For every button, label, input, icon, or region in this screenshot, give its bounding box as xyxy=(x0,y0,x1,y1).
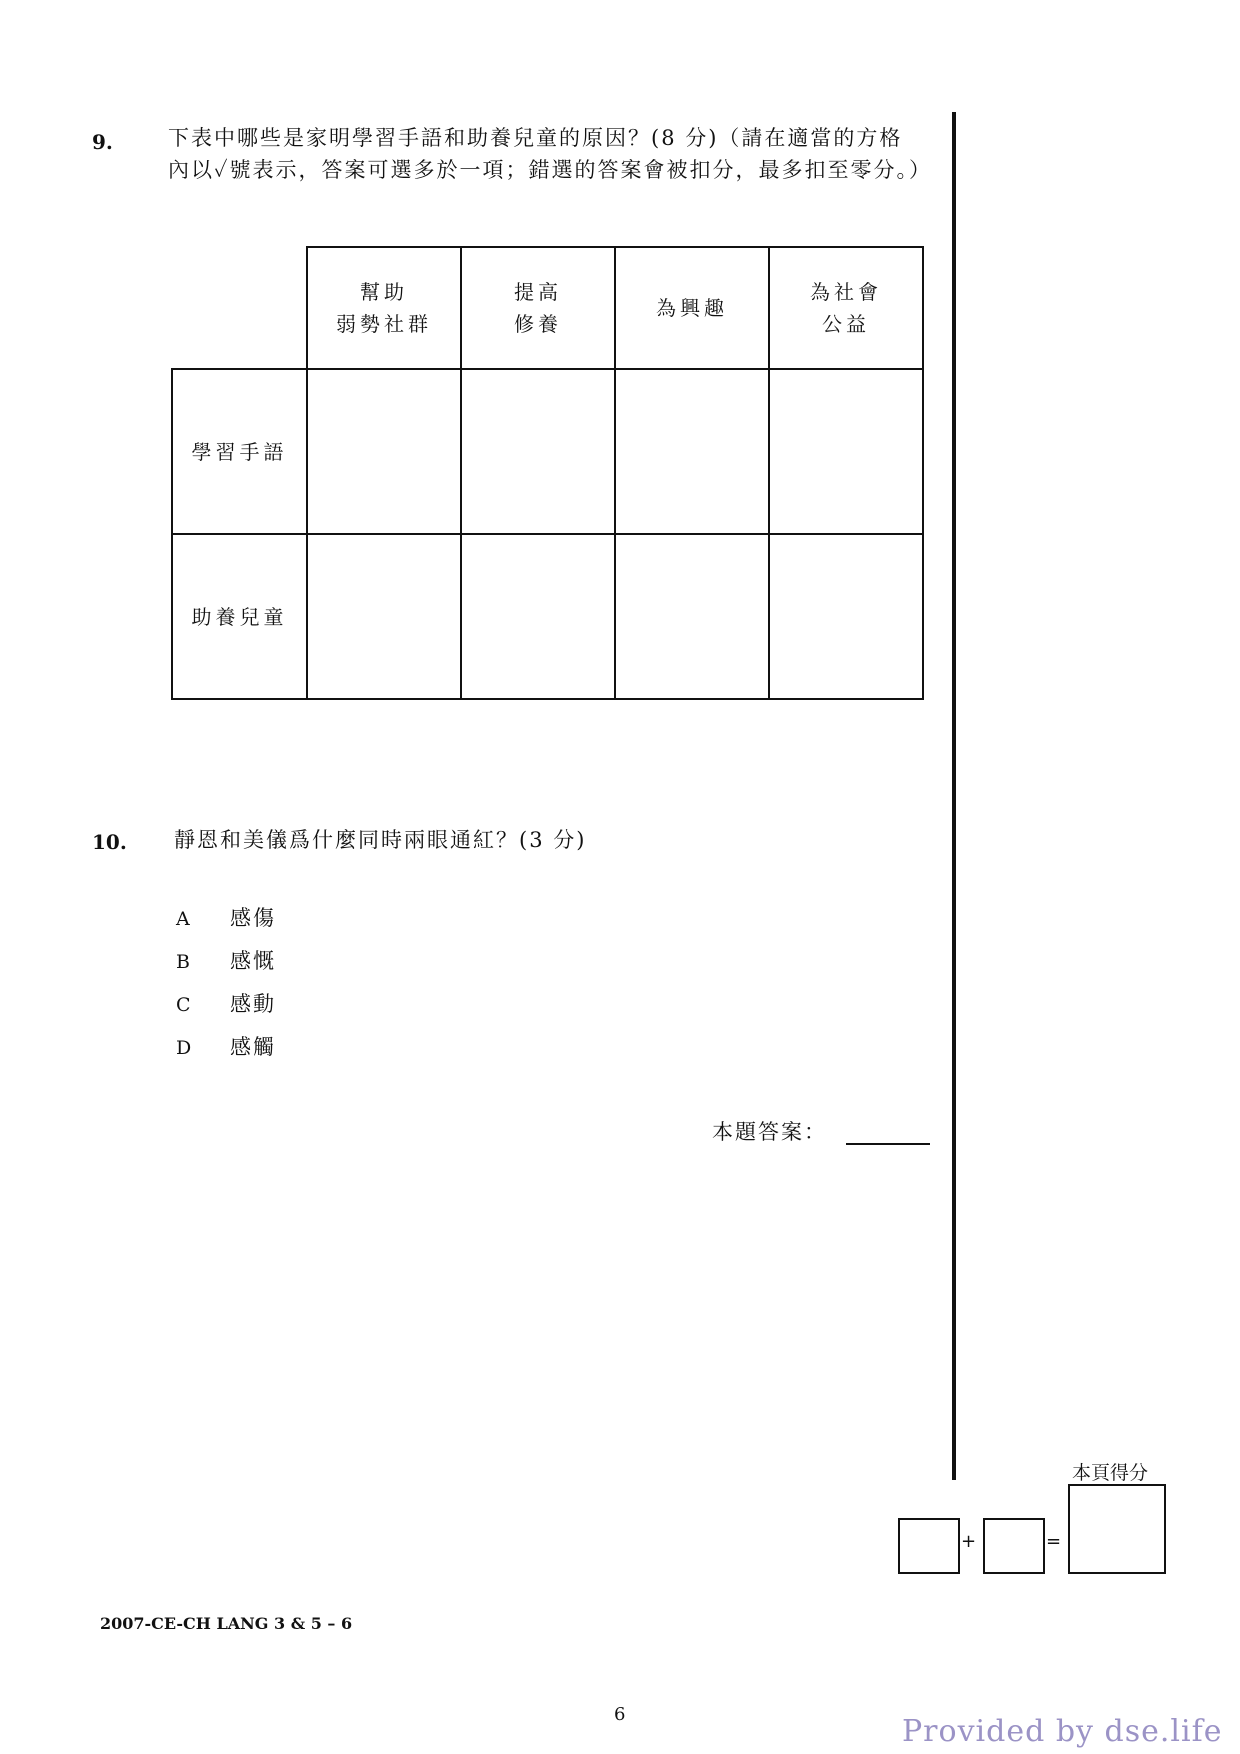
answer-cell[interactable] xyxy=(461,369,615,534)
question-10-number: 10. xyxy=(92,830,127,854)
question-9-table xyxy=(171,246,924,700)
option-a: A 感傷 xyxy=(176,906,276,930)
column-header-cultivation: 提高 修養 xyxy=(461,247,615,369)
answer-cell[interactable] xyxy=(769,369,923,534)
question-9-number: 9. xyxy=(92,130,113,154)
answer-cell[interactable] xyxy=(461,534,615,699)
answer-label: 本題答案： xyxy=(712,1120,827,1144)
answer-cell[interactable] xyxy=(615,369,769,534)
equals-sign: = xyxy=(1046,1531,1062,1552)
page-number: 6 xyxy=(614,1704,626,1725)
answer-blank-line[interactable] xyxy=(846,1143,930,1145)
margin-rule xyxy=(952,112,956,1480)
table-corner xyxy=(172,247,307,369)
row-header-sponsor-child: 助養兒童 xyxy=(172,534,307,699)
page-score-label: 本頁得分 xyxy=(1072,1462,1149,1484)
option-d: D 感觸 xyxy=(176,1035,276,1059)
paper-code: 2007-CE-CH LANG 3 & 5 – 6 xyxy=(100,1614,353,1633)
option-c: C 感動 xyxy=(176,992,276,1016)
question-10-text: 靜恩和美儀爲什麼同時兩眼通紅？(3 分) xyxy=(174,828,587,852)
answer-cell[interactable] xyxy=(307,534,461,699)
page-score-box[interactable] xyxy=(1068,1484,1166,1574)
column-header-help-disadvantaged: 幫助 弱勢社群 xyxy=(307,247,461,369)
column-header-public-good: 為社會 公益 xyxy=(769,247,923,369)
plus-sign: + xyxy=(961,1531,977,1552)
answer-cell[interactable] xyxy=(769,534,923,699)
column-header-interest: 為興趣 xyxy=(615,247,769,369)
answer-cell[interactable] xyxy=(307,369,461,534)
row-header-sign-language: 學習手語 xyxy=(172,369,307,534)
watermark: Provided by dse.life xyxy=(902,1714,1223,1749)
score-box-1[interactable] xyxy=(898,1518,960,1574)
option-b: B 感慨 xyxy=(176,949,276,973)
answer-cell[interactable] xyxy=(615,534,769,699)
score-box-2[interactable] xyxy=(983,1518,1045,1574)
question-9-text: 下表中哪些是家明學習手語和助養兒童的原因？(8 分)（請在適當的方格內以✓號表示，答案可選多於一項；錯選的答案會被扣分，最多扣至零分。） xyxy=(168,126,933,182)
